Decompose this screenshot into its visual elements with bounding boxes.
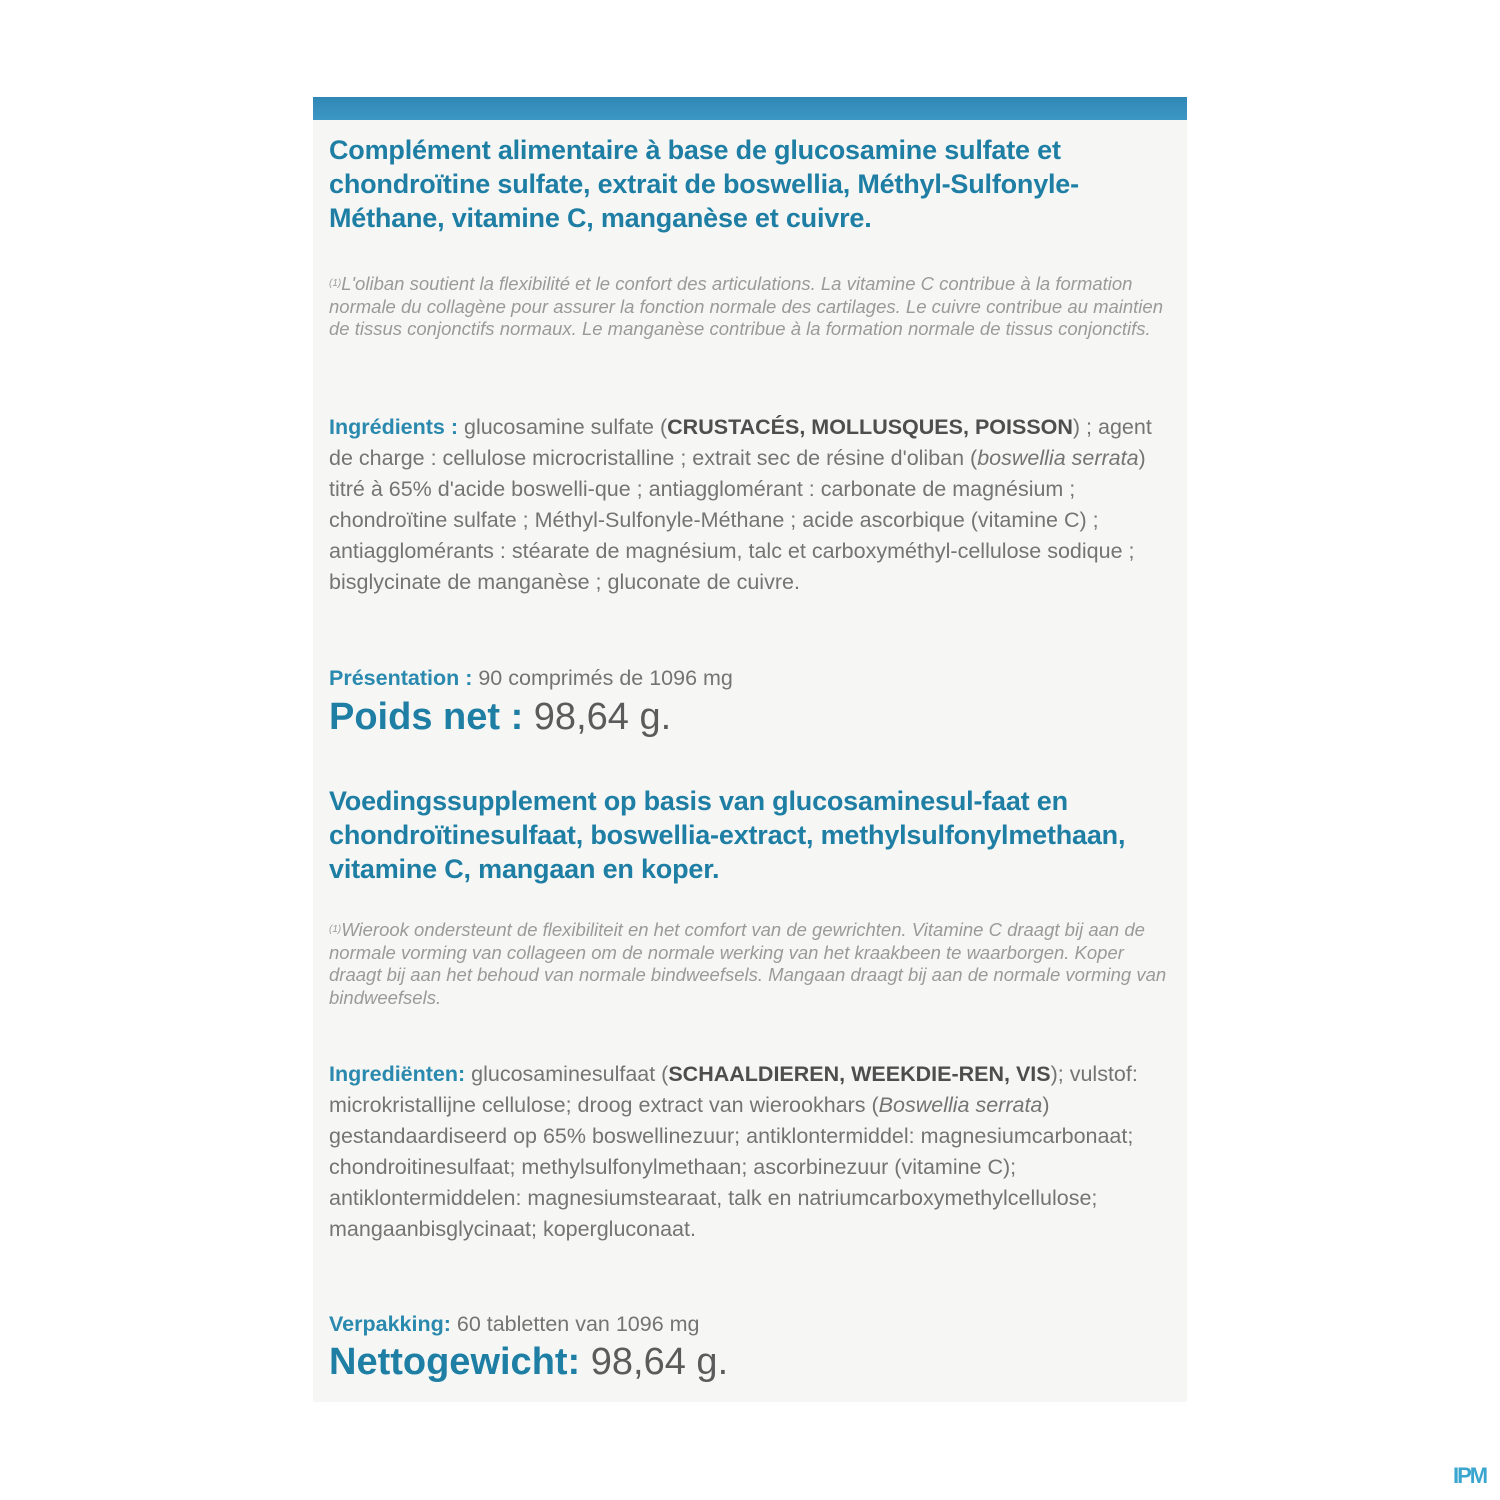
top-color-band bbox=[313, 97, 1187, 120]
nl-presentation bbox=[329, 1309, 1177, 1339]
ingredients-text: glucosaminesulfaat ( bbox=[471, 1062, 669, 1086]
fr-presentation-label: Présentation : bbox=[329, 666, 479, 690]
fr-net-weight bbox=[329, 694, 1177, 740]
latin-name: Boswellia serrata bbox=[878, 1093, 1043, 1117]
fr-ingredients bbox=[329, 412, 1177, 598]
ipm-watermark-logo: IPM bbox=[1453, 1463, 1487, 1488]
nl-presentation-label: Verpakking: bbox=[329, 1312, 457, 1336]
fr-claim bbox=[329, 273, 1177, 341]
fr-presentation-value: 90 comprimés de 1096 mg bbox=[478, 666, 733, 690]
nl-ingredients bbox=[329, 1059, 1177, 1245]
ingredients-text: ) titré à 65% d'acide boswelli-que ; antiagglomérant : carbonate de magnésium ; chondroïtine sulfate ; Méthyl-Sulfonyle-Méthane ; acide ascorbique (vitamine C) ; antiagglomérants : stéarate de magnésium, talc et carboxyméthyl-cellulose sodique ; bisglycinate de manganèse ; gluconate de cuivre. bbox=[329, 446, 1146, 594]
nl-net-weight bbox=[329, 1339, 1177, 1385]
nl-title: Voedingssupplement op basis van glucosaminesul-faat en chondroïtinesulfaat, boswellia-extract, methylsulfonylmethaan, vitamine C, mangaan en koper. bbox=[329, 786, 1126, 884]
ingredients-text: ) gestandaardiseerd op 65% boswellinezuur; antiklontermiddel: magnesiumcarbonaat; chondroitinesulfaat; methylsulfonylmethaan; ascorbinezuur (vitamine C); antiklontermiddelen: magnesiumstearaat, talk en natriumcarboxymethylcellulose; mangaanbisglycinaat; kopergluconaat. bbox=[329, 1093, 1134, 1241]
product-label-panel bbox=[313, 97, 1187, 1402]
ingredients-label: Ingrediënten: bbox=[329, 1062, 472, 1086]
ingredients-label: Ingrédients : bbox=[329, 415, 464, 439]
allergen-text: SCHAALDIEREN, WEEKDIE-REN, VIS bbox=[668, 1062, 1051, 1086]
fr-net-value: 98,64 g. bbox=[533, 696, 672, 738]
nl-claim bbox=[329, 919, 1177, 1009]
ingredients-text: ); vulstof: microkristallijne cellulose; droog extract van wierookhars ( bbox=[329, 1062, 1138, 1117]
nl-claim-marker: (1) bbox=[329, 924, 342, 935]
ingredients-text: glucosamine sulfate ( bbox=[463, 415, 668, 439]
allergen-text: CRUSTACÉS, MOLLUSQUES, POISSON bbox=[667, 415, 1073, 439]
ingredients-text: ) ; agent de charge : cellulose microcristalline ; extrait sec de résine d'oliban ( bbox=[329, 415, 1152, 470]
nl-presentation-value: 60 tabletten van 1096 mg bbox=[456, 1312, 700, 1336]
nl-net-label: Nettogewicht: bbox=[329, 1341, 591, 1383]
nl-claim-text: Wierook ondersteunt de flexibiliteit en het comfort van de gewrichten. Vitamine C draagt bij aan de normale vorming van collageen om de normale werking van het kraakbeen te waarborgen. Koper draagt bij aan het behoud van normale bindweefsels. Mangaan draagt bij aan de normale vorming van bindweefsels. bbox=[329, 919, 1167, 1008]
fr-presentation bbox=[329, 663, 1177, 693]
latin-name: boswellia serrata bbox=[977, 446, 1139, 470]
fr-claim-marker: (1) bbox=[329, 278, 342, 289]
fr-title: Complément alimentaire à base de glucosamine sulfate et chondroïtine sulfate, extrait de boswellia, Méthyl-Sulfonyle-Méthane, vitamine C, manganèse et cuivre. bbox=[329, 135, 1079, 233]
fr-claim-text: L'oliban soutient la flexibilité et le confort des articulations. La vitamine C contribue à la formation normale du collagène pour assurer la fonction normale des cartilages. Le cuivre contribue au maintien de tissus conjonctifs normaux. Le manganèse contribue à la formation normale de tissus conjonctifs. bbox=[329, 273, 1163, 339]
nl-net-value: 98,64 g. bbox=[590, 1341, 729, 1383]
fr-net-label: Poids net : bbox=[329, 696, 534, 738]
